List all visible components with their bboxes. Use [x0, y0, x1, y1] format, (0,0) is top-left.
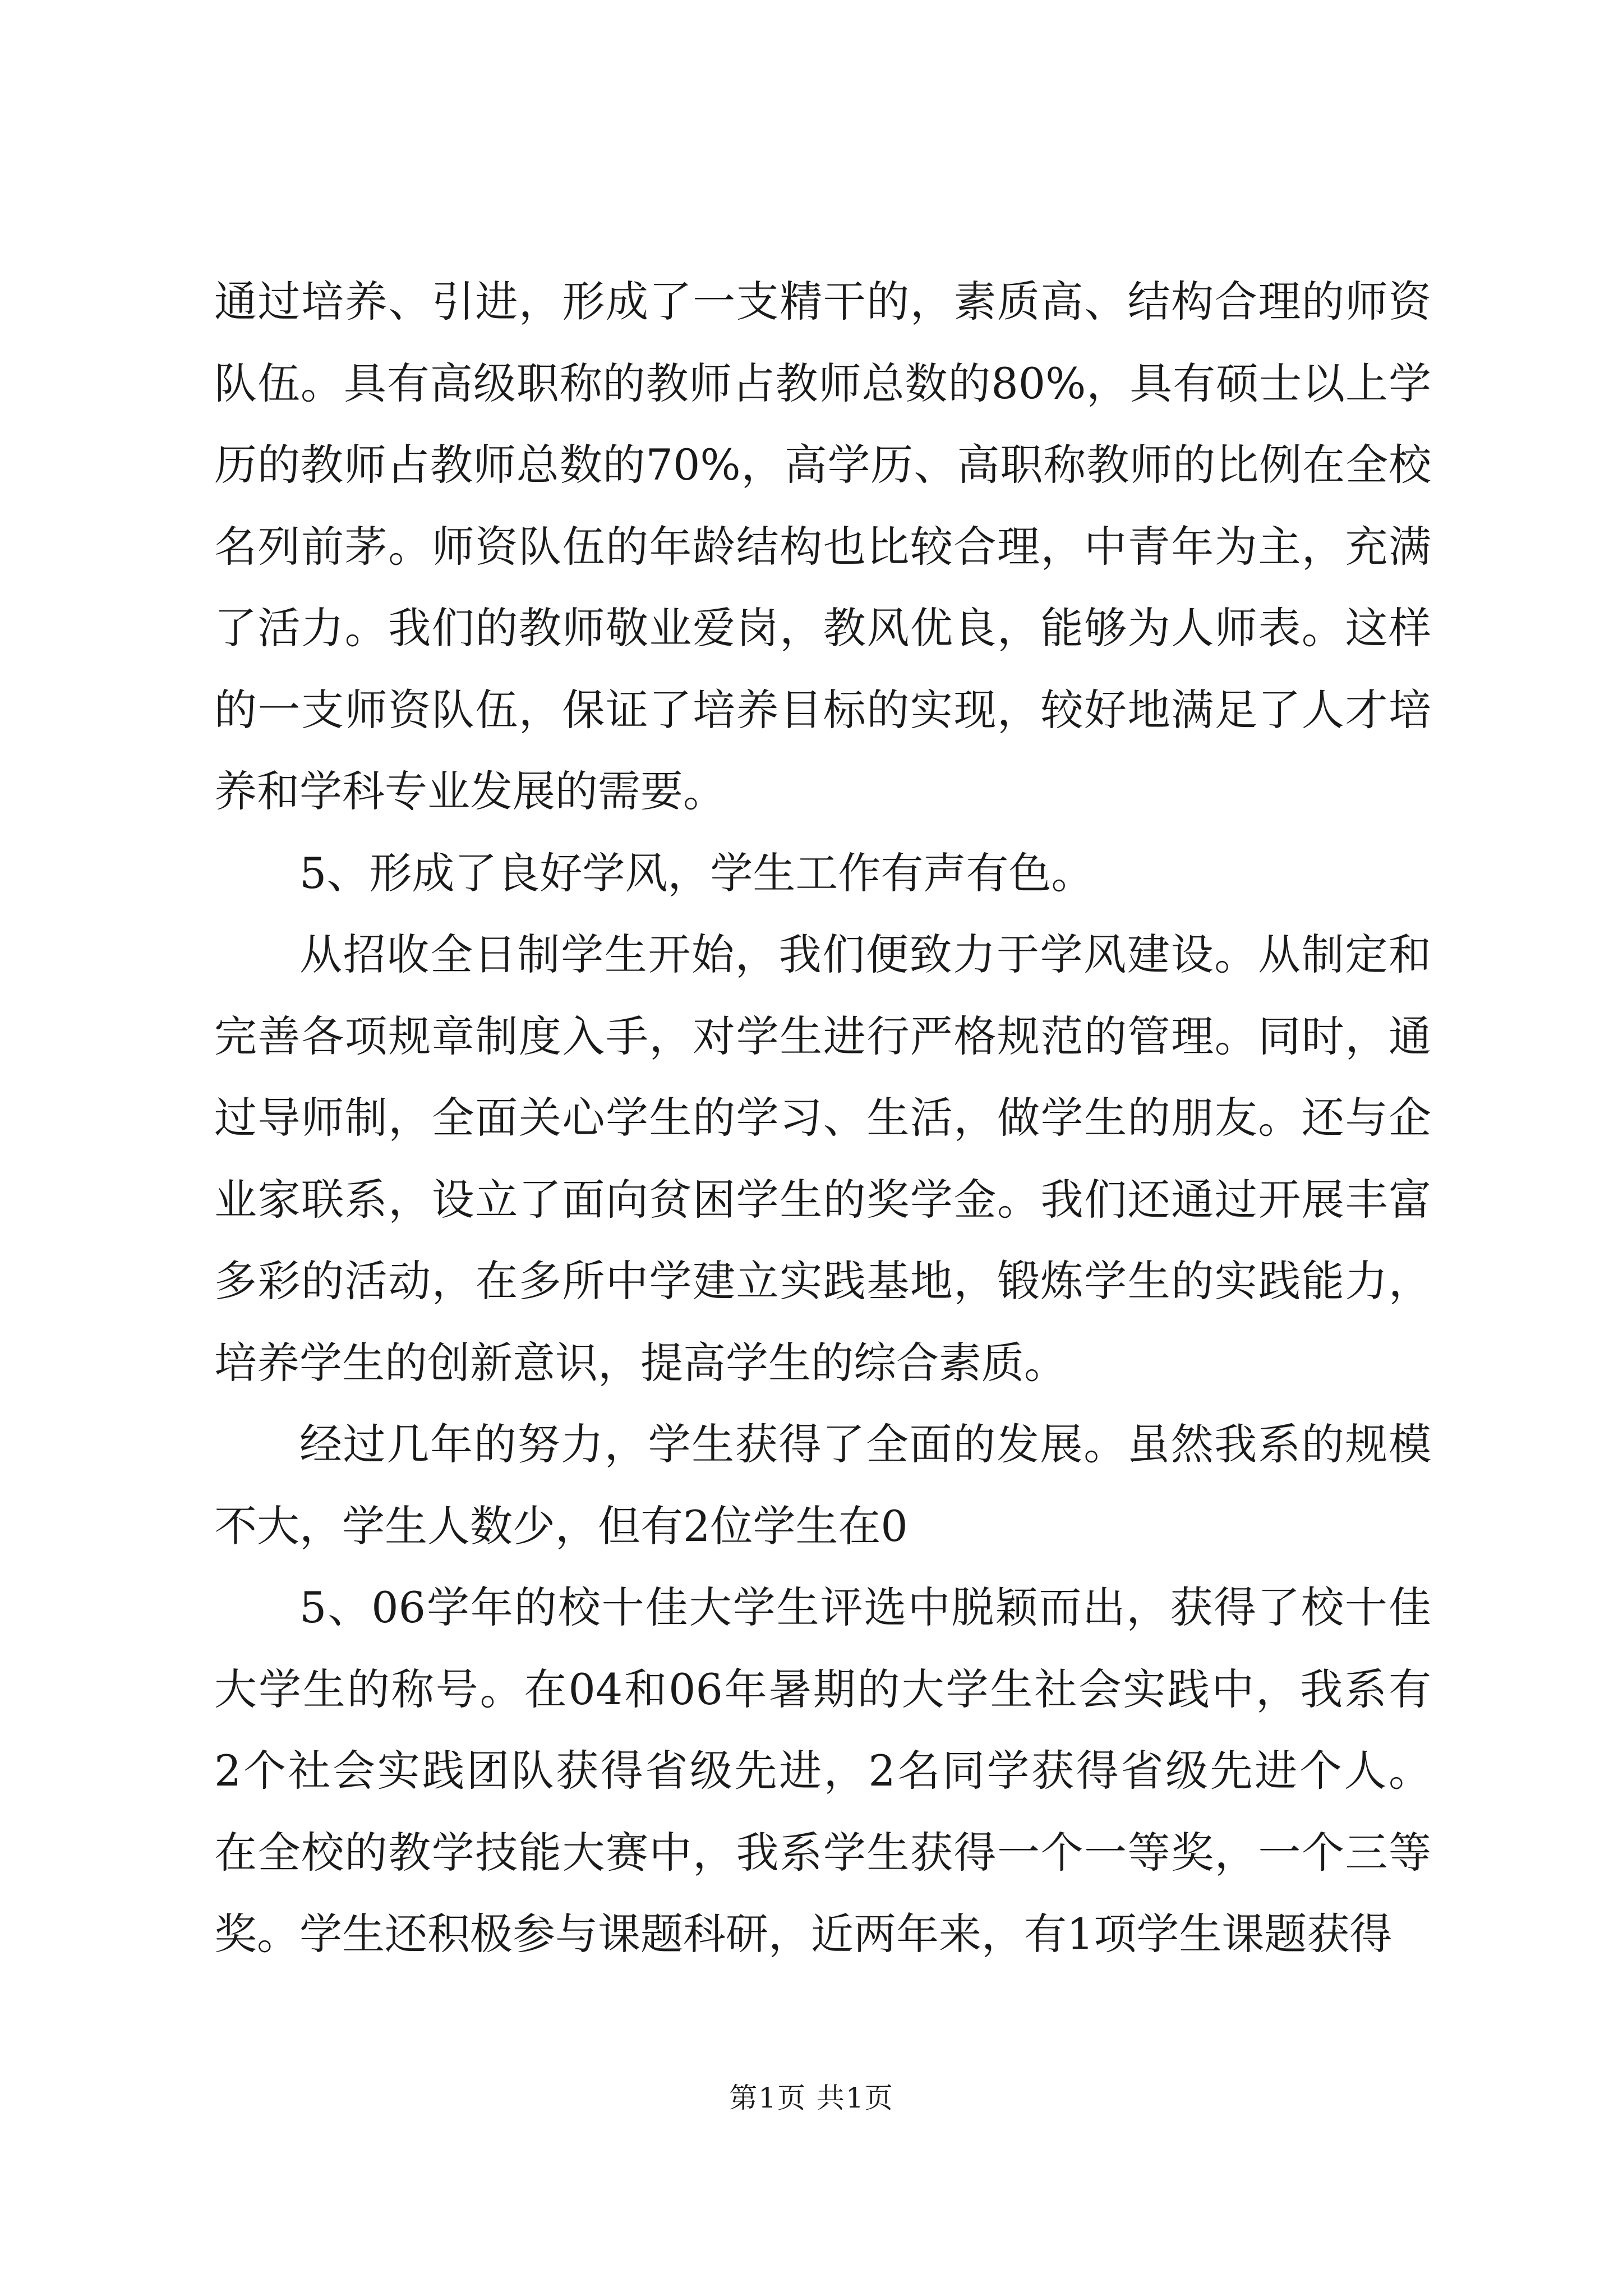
paragraph-line: 奖。学生还积极参与课题科研，近两年来，有1项学生课题获得	[214, 1909, 1393, 1959]
document-body	[214, 261, 1431, 1975]
paragraph-line: 的一支师资队伍，保证了培养目标的实现，较好地满足了人才培	[214, 684, 1431, 735]
paragraph-line: 5、形成了良好学风，学生工作有声有色。	[299, 848, 1094, 898]
paragraph-line: 名列前茅。师资队伍的年龄结构也比较合理，中青年为主，充满	[214, 521, 1431, 572]
paragraph-line: 通过培养、引进，形成了一支精干的，素质高、结构合理的师资	[214, 277, 1431, 326]
paragraph-line: 完善各项规章制度入手，对学生进行严格规范的管理。同时，通	[214, 1011, 1431, 1061]
paragraph-line: 业家联系，设立了面向贫困学生的奖学金。我们还通过开展丰富	[214, 1174, 1431, 1225]
paragraph-line: 了活力。我们的教师敬业爱岗，教风优良，能够为人师表。这样	[214, 603, 1431, 653]
page-footer: 第1页 共1页	[729, 2082, 894, 2114]
paragraph-line: 培养学生的创新意识，提高学生的综合素质。	[214, 1337, 1067, 1388]
paragraph-line: 不大，学生人数少，但有2位学生在0	[214, 1501, 908, 1551]
paragraph-line: 养和学科专业发展的需要。	[214, 766, 726, 816]
paragraph-line: 历的教师占教师总数的70%，高学历、高职称教师的比例在全校	[214, 440, 1431, 490]
paragraph-line: 过导师制，全面关心学生的学习、生活，做学生的朋友。还与企	[214, 1093, 1431, 1143]
paragraph-line: 大学生的称号。在04和06年暑期的大学生社会实践中，我系有	[214, 1664, 1431, 1714]
paragraph-line: 5、06学年的校十佳大学生评选中脱颖而出，获得了校十佳	[299, 1582, 1431, 1632]
paragraph-line: 多彩的活动，在多所中学建立实践基地，锻炼学生的实践能力，	[214, 1256, 1431, 1306]
paragraph-line: 经过几年的努力，学生获得了全面的发展。虽然我系的规模	[299, 1419, 1431, 1469]
paragraph-line: 2个社会实践团队获得省级先进，2名同学获得省级先进个人。	[214, 1746, 1431, 1796]
paragraph-line: 从招收全日制学生开始，我们便致力于学风建设。从制定和	[299, 930, 1431, 979]
paragraph-line: 在全校的教学技能大赛中，我系学生获得一个一等奖，一个三等	[214, 1827, 1431, 1878]
paragraph-line: 队伍。具有高级职称的教师占教师总数的80%，具有硕士以上学	[214, 358, 1431, 408]
